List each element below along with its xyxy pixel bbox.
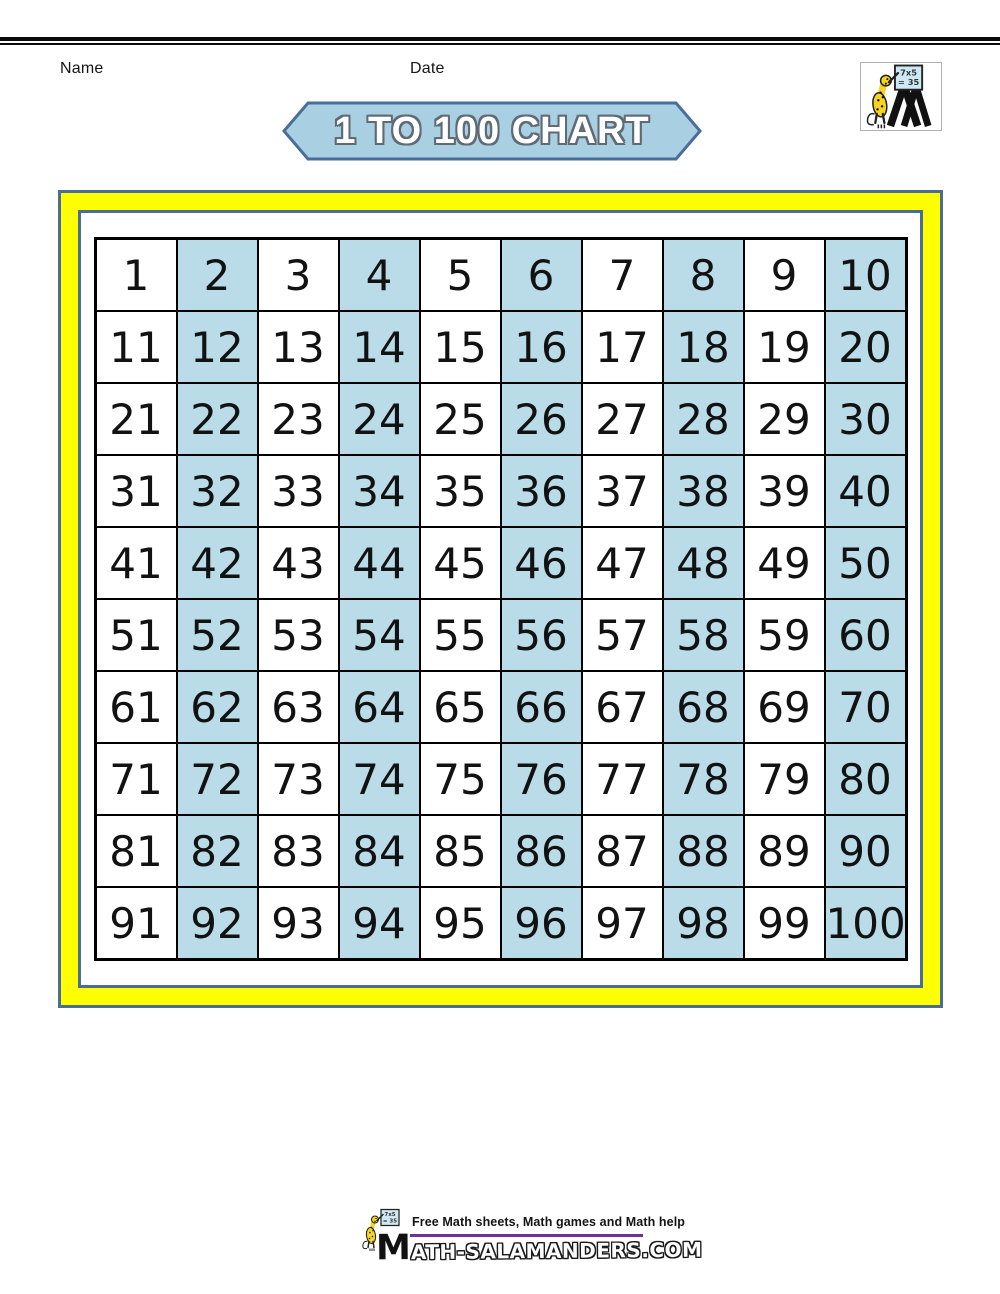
grid-cell: 2 [177, 239, 258, 312]
number-grid-body [95, 239, 906, 960]
grid-cell: 46 [501, 527, 582, 599]
grid-cell: 57 [582, 599, 663, 671]
grid-cell: 92 [177, 887, 258, 960]
grid-cell: 85 [420, 815, 501, 887]
grid-cell: 30 [825, 383, 907, 455]
chart-frame [58, 190, 943, 1008]
grid-cell: 17 [582, 311, 663, 383]
grid-cell: 69 [744, 671, 825, 743]
grid-cell: 96 [501, 887, 582, 960]
grid-cell: 59 [744, 599, 825, 671]
grid-cell: 41 [95, 527, 177, 599]
grid-cell: 23 [258, 383, 339, 455]
grid-row [95, 383, 906, 455]
grid-cell: 49 [744, 527, 825, 599]
site-wordmark [376, 1229, 703, 1267]
grid-cell: 64 [339, 671, 420, 743]
top-rule [0, 37, 1000, 45]
grid-cell: 5 [420, 239, 501, 312]
grid-cell: 68 [663, 671, 744, 743]
grid-cell: 29 [744, 383, 825, 455]
grid-cell: 36 [501, 455, 582, 527]
grid-cell: 97 [582, 887, 663, 960]
grid-cell: 77 [582, 743, 663, 815]
grid-cell: 22 [177, 383, 258, 455]
grid-cell: 28 [663, 383, 744, 455]
grid-cell: 54 [339, 599, 420, 671]
grid-cell: 48 [663, 527, 744, 599]
grid-cell: 50 [825, 527, 907, 599]
grid-cell: 11 [95, 311, 177, 383]
grid-cell: 76 [501, 743, 582, 815]
grid-cell: 62 [177, 671, 258, 743]
grid-cell: 34 [339, 455, 420, 527]
grid-row [95, 239, 906, 312]
grid-cell: 94 [339, 887, 420, 960]
grid-cell: 81 [95, 815, 177, 887]
grid-cell: 13 [258, 311, 339, 383]
grid-cell: 18 [663, 311, 744, 383]
site-logo-graphic [863, 64, 939, 129]
grid-cell: 83 [258, 815, 339, 887]
grid-cell: 21 [95, 383, 177, 455]
grid-cell: 6 [501, 239, 582, 312]
grid-cell: 67 [582, 671, 663, 743]
grid-cell: 42 [177, 527, 258, 599]
site-logo [860, 62, 942, 131]
footer [360, 1206, 703, 1286]
number-grid [94, 237, 908, 961]
grid-cell: 44 [339, 527, 420, 599]
grid-cell: 93 [258, 887, 339, 960]
grid-cell: 56 [501, 599, 582, 671]
grid-cell: 40 [825, 455, 907, 527]
grid-row [95, 455, 906, 527]
grid-cell: 3 [258, 239, 339, 312]
grid-cell: 61 [95, 671, 177, 743]
grid-cell: 71 [95, 743, 177, 815]
chart-frame-inner [78, 210, 923, 988]
grid-cell: 15 [420, 311, 501, 383]
grid-cell: 12 [177, 311, 258, 383]
grid-cell: 72 [177, 743, 258, 815]
grid-cell: 70 [825, 671, 907, 743]
grid-cell: 19 [744, 311, 825, 383]
grid-cell: 73 [258, 743, 339, 815]
grid-cell: 51 [95, 599, 177, 671]
grid-cell: 74 [339, 743, 420, 815]
grid-cell: 84 [339, 815, 420, 887]
title-banner [282, 100, 702, 162]
grid-cell: 7 [582, 239, 663, 312]
grid-cell: 4 [339, 239, 420, 312]
wordmark-rest: ATH-SALAMANDERS.COM [410, 1237, 703, 1265]
grid-cell: 45 [420, 527, 501, 599]
grid-cell: 26 [501, 383, 582, 455]
wordmark-first-letter: M [375, 1228, 412, 1269]
grid-row [95, 815, 906, 887]
grid-row [95, 887, 906, 960]
grid-cell: 31 [95, 455, 177, 527]
grid-cell: 78 [663, 743, 744, 815]
grid-cell: 47 [582, 527, 663, 599]
grid-cell: 16 [501, 311, 582, 383]
page-title: 1 TO 100 CHART [334, 109, 650, 152]
grid-cell: 95 [420, 887, 501, 960]
grid-cell: 91 [95, 887, 177, 960]
grid-cell: 20 [825, 311, 907, 383]
grid-row [95, 527, 906, 599]
date-label: Date [410, 60, 445, 77]
grid-cell: 32 [177, 455, 258, 527]
grid-cell: 90 [825, 815, 907, 887]
grid-cell: 8 [663, 239, 744, 312]
grid-cell: 63 [258, 671, 339, 743]
grid-cell: 25 [420, 383, 501, 455]
name-label: Name [60, 60, 104, 77]
grid-cell: 82 [177, 815, 258, 887]
grid-cell: 88 [663, 815, 744, 887]
grid-cell: 24 [339, 383, 420, 455]
grid-cell: 87 [582, 815, 663, 887]
grid-cell: 38 [663, 455, 744, 527]
grid-cell: 79 [744, 743, 825, 815]
grid-cell: 27 [582, 383, 663, 455]
grid-cell: 65 [420, 671, 501, 743]
grid-cell: 52 [177, 599, 258, 671]
grid-cell: 99 [744, 887, 825, 960]
grid-cell: 66 [501, 671, 582, 743]
grid-cell: 35 [420, 455, 501, 527]
grid-cell: 39 [744, 455, 825, 527]
grid-cell: 10 [825, 239, 907, 312]
grid-cell: 100 [825, 887, 907, 960]
grid-cell: 58 [663, 599, 744, 671]
grid-cell: 55 [420, 599, 501, 671]
grid-cell: 14 [339, 311, 420, 383]
grid-row [95, 311, 906, 383]
grid-cell: 80 [825, 743, 907, 815]
grid-row [95, 599, 906, 671]
grid-cell: 75 [420, 743, 501, 815]
grid-cell: 98 [663, 887, 744, 960]
grid-cell: 86 [501, 815, 582, 887]
grid-cell: 43 [258, 527, 339, 599]
grid-cell: 53 [258, 599, 339, 671]
grid-cell: 1 [95, 239, 177, 312]
footer-tagline: Free Math sheets, Math games and Math help [412, 1215, 686, 1229]
grid-row [95, 743, 906, 815]
grid-cell: 60 [825, 599, 907, 671]
grid-cell: 89 [744, 815, 825, 887]
grid-cell: 9 [744, 239, 825, 312]
grid-row [95, 671, 906, 743]
grid-cell: 33 [258, 455, 339, 527]
grid-cell: 37 [582, 455, 663, 527]
